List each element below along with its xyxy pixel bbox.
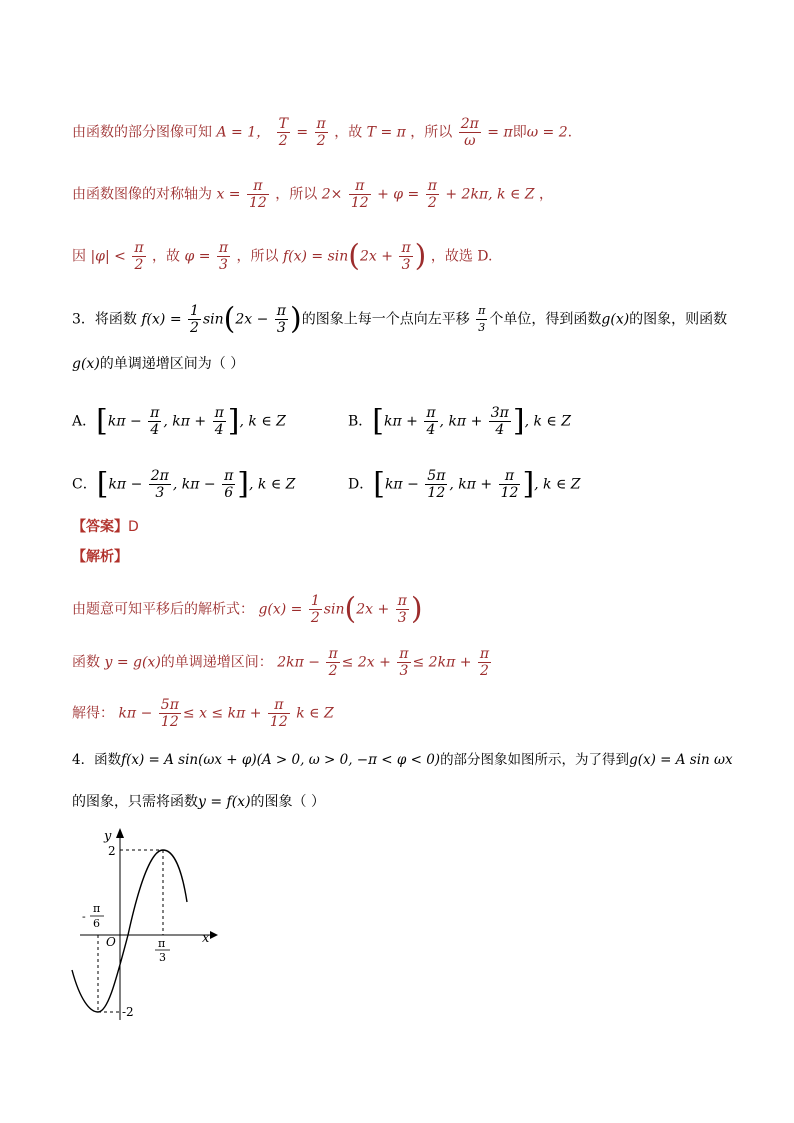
text: 的图象上每一个点向左平移	[301, 311, 470, 328]
math: A = 1，	[216, 124, 271, 141]
math: ≤ 2x +	[341, 654, 391, 671]
math: T = π	[366, 124, 406, 141]
q3-analysis-line-2	[72, 646, 493, 679]
math: , k ∈ Z	[239, 413, 286, 430]
text: ，故选 D.	[430, 248, 493, 265]
x-label: x	[202, 931, 210, 946]
q3-option-b[interactable]: B．[kπ + $\frac{\pi}{4}$ , kπ + $\frac{3\pi}{4}$ ], k ∈ Z	[348, 403, 571, 439]
math: φ =	[184, 248, 211, 265]
q3-stem-line-1: 3．将函数 f(x) = $\frac{1}{2}$ sin(2x − $\frac{\pi}{3}$ )的图象上每一个点向左平移 $\frac{\pi}{3}$ 个单位，得到函数g(x)的图象，则函数	[72, 301, 728, 337]
text: .	[567, 124, 573, 141]
text: 的部分图象如图所示，为了得到	[440, 752, 630, 768]
fraction: $\frac{\pi}{12}$	[248, 178, 267, 211]
fraction: $\frac{\pi}{3}$	[401, 240, 411, 273]
neg-sign: -	[82, 910, 86, 923]
y-axis-arrow	[116, 828, 124, 838]
math: 2x +	[356, 601, 390, 618]
fraction: $\frac{\pi}{12}$	[500, 468, 519, 501]
option-label: A．	[72, 413, 97, 430]
fraction: $\frac{\pi}{2}$	[479, 646, 490, 679]
fraction: $\frac{\pi}{12}$	[269, 697, 288, 730]
math: , k ∈ Z	[249, 476, 296, 493]
fraction: $\frac{2\pi}{3}$	[150, 468, 169, 501]
fraction: $\frac{\pi}{2}$	[134, 240, 144, 273]
text: 将函数	[94, 311, 137, 328]
math: kπ −	[108, 476, 143, 493]
fraction: $\frac{3\pi}{4}$	[490, 405, 509, 438]
math: , kπ −	[172, 476, 216, 493]
math: 2x −	[235, 311, 269, 328]
fraction: $\frac{\pi}{2}$	[328, 646, 338, 679]
pos-tick-num: π	[158, 937, 166, 950]
text: 的单调递增区间：	[160, 654, 273, 671]
text: 的图象（ ）	[250, 794, 325, 810]
fraction: $\frac{\pi}{6}$	[224, 468, 234, 501]
answer-value: D	[128, 519, 139, 535]
text: ，所以	[275, 186, 318, 203]
option-label: C．	[72, 476, 97, 493]
math: g(x) = A sin ωx	[629, 752, 733, 768]
solution-line-2	[72, 178, 553, 211]
math: y = g(x)	[104, 654, 161, 671]
text: 因	[72, 248, 86, 265]
text: ，所以	[236, 248, 279, 265]
math: f(x) =	[141, 311, 182, 328]
neg-tick-num: π	[93, 902, 101, 915]
text: 即	[512, 124, 527, 141]
neg-tick-den: 6	[93, 917, 100, 930]
y-label: y	[104, 829, 112, 844]
math: sin	[323, 601, 345, 618]
solution-line-3: 因 |φ| < $\frac{\pi}{2}$ ，故 φ = $\frac{\pi}{3}$ ，所以 f(x) = sin(2x + $\frac{\pi}{3}$ ) ，故选 D.	[72, 238, 493, 274]
x-axis-arrow	[210, 931, 218, 939]
pos-tick-den: 3	[159, 951, 166, 964]
math: y = f(x)	[198, 794, 251, 810]
fraction: $\frac{\pi}{2}$	[316, 116, 326, 149]
fraction: $\frac{5\pi}{12}$	[160, 697, 179, 730]
math: , kπ +	[163, 413, 207, 430]
math: g(x) =	[258, 601, 303, 618]
option-label: B．	[348, 413, 373, 430]
math: , kπ +	[449, 476, 493, 493]
math: x =	[216, 186, 241, 203]
text: 函数	[94, 752, 122, 768]
text: 由函数的部分图像可知	[72, 124, 212, 141]
math: f(x) = sin	[282, 248, 349, 265]
text: ，故	[151, 248, 180, 265]
math: 2x +	[360, 248, 393, 265]
text: 解得：	[72, 705, 114, 722]
math: kπ −	[384, 476, 419, 493]
max-label: 2	[108, 844, 116, 858]
question-number: 4．	[72, 752, 95, 768]
math: 2kπ −	[277, 654, 321, 671]
text: 个单位，得到函数	[489, 311, 602, 328]
math: , k ∈ Z	[524, 413, 571, 430]
text: 的图象，则函数	[629, 311, 728, 328]
text: 的单调递增区间为（ ）	[99, 356, 245, 372]
math: f(x) = A sin(ωx + φ)(A > 0, ω > 0, −π < φ < 0)	[121, 752, 441, 768]
math: , kπ +	[439, 413, 483, 430]
origin-label: O	[106, 935, 116, 949]
math: + 2kπ, k ∈ Z	[445, 186, 535, 203]
solution-line-1	[72, 116, 572, 149]
option-label: D．	[348, 476, 374, 493]
text: ，所以	[410, 124, 453, 141]
math: g(x)	[72, 356, 100, 372]
text: 函数	[72, 654, 100, 671]
fraction: $\frac{\pi}{4}$	[214, 405, 224, 438]
math: ω = 2	[526, 124, 568, 141]
math: sin	[202, 311, 224, 328]
fraction: $\frac{T}{2}$	[278, 116, 288, 149]
q3-stem-line-2	[72, 354, 244, 374]
fraction: $\frac{1}{2}$	[310, 593, 320, 626]
math: kπ −	[118, 705, 153, 722]
q4-stem-line-1	[72, 750, 733, 770]
min-label: -2	[122, 1005, 134, 1019]
math: 2×	[321, 186, 343, 203]
math: g(x)	[601, 311, 630, 328]
math: k ∈ Z	[296, 705, 334, 722]
q4-stem-line-2	[72, 792, 325, 812]
fraction: $\frac{\pi}{3}$	[399, 646, 409, 679]
math: , k ∈ Z	[534, 476, 581, 493]
fraction: $\frac{\pi}{2}$	[427, 178, 437, 211]
fraction: $\frac{\pi}{3}$	[478, 304, 486, 334]
math: + φ =	[377, 186, 420, 203]
q3-option-c[interactable]: C．[kπ − $\frac{2\pi}{3}$ , kπ − $\frac{\pi}{6}$ ], k ∈ Z	[72, 466, 296, 502]
question-number: 3．	[72, 311, 95, 328]
answer-label: 【答案】	[72, 519, 128, 535]
q3-option-a[interactable]: A．[kπ − $\frac{\pi}{4}$ , kπ + $\frac{\pi}{4}$ ], k ∈ Z	[72, 403, 286, 439]
q3-option-d[interactable]: D．[kπ − $\frac{5\pi}{12}$ , kπ + $\frac{\pi}{12}$ ], k ∈ Z	[348, 466, 581, 502]
text: 由函数图像的对称轴为	[72, 186, 212, 203]
fraction: $\frac{\pi}{12}$	[350, 178, 369, 211]
math: ≤ x ≤ kπ +	[182, 705, 262, 722]
fraction: $\frac{2\pi}{\omega}$	[460, 116, 479, 149]
text: 由题意可知平移后的解析式：	[72, 601, 254, 618]
math: = π	[487, 124, 513, 141]
fraction: $\frac{\pi}{3}$	[218, 240, 229, 273]
q3-analysis-label: 【解析】	[72, 549, 128, 565]
math: ≤ 2kπ +	[412, 654, 472, 671]
fraction: $\frac{5\pi}{12}$	[427, 468, 446, 501]
fraction: $\frac{\pi}{4}$	[150, 405, 160, 438]
math: kπ +	[384, 413, 418, 430]
text: 的图象，只需将函数	[72, 794, 198, 810]
q3-analysis-line-3	[72, 697, 334, 730]
q3-answer	[72, 517, 139, 537]
text: ，	[538, 186, 553, 203]
sine-curve	[72, 850, 187, 1012]
fraction: $\frac{1}{2}$	[190, 303, 199, 336]
fraction: $\frac{\pi}{3}$	[276, 303, 286, 336]
sine-graph	[66, 820, 226, 1030]
fraction: $\frac{\pi}{4}$	[426, 405, 436, 438]
math: =	[296, 124, 309, 141]
fraction: $\frac{\pi}{3}$	[397, 593, 407, 626]
math: |φ| <	[90, 248, 126, 265]
text: ，故	[334, 124, 363, 141]
q3-analysis-line-1: 由题意可知平移后的解析式： g(x) = $\frac{1}{2}$ sin(2x + $\frac{\pi}{3}$ )	[72, 591, 423, 627]
math: kπ −	[107, 413, 142, 430]
